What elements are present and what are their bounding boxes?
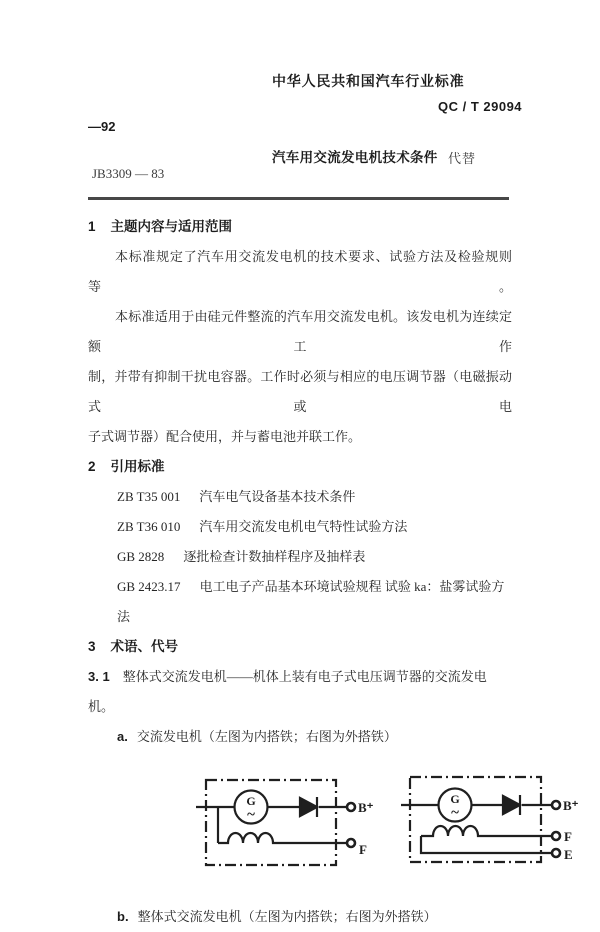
ac-wave-symbol: ~ (247, 807, 255, 823)
section-2-title: 引用标准 (110, 459, 165, 474)
section-1-number: 1 (88, 219, 96, 234)
replaced-standard-number: JB3309 — 83 (92, 166, 165, 181)
list-item-b (88, 902, 512, 932)
document-body (88, 212, 579, 932)
section-2-number: 2 (88, 459, 96, 474)
reference-item (88, 512, 512, 542)
section-1-heading (88, 212, 512, 242)
standard-number: QC / T 29094 (438, 99, 523, 114)
terminal-f-icon (347, 839, 355, 847)
header-divider (88, 197, 509, 200)
terminal-f-label: F (359, 842, 367, 857)
terminal-e-icon (552, 849, 560, 857)
paragraph: 本标准规定了汽车用交流发电机的技术要求、试验方法及检验规则等。 (88, 249, 512, 294)
section-2-heading (88, 452, 512, 482)
terminal-e-label: E (564, 847, 573, 862)
alternator-circuit-diagram-external-ground (398, 762, 593, 894)
reference-code: GB 2423.17 (117, 579, 181, 594)
list-item-a-marker: a. (117, 729, 128, 744)
paragraph-line: 子式调节器）配合使用，并与蓄电池并联工作。 (88, 429, 362, 444)
list-item-b-text: 整体式交流发电机（左图为内搭铁；右图为外搭铁） (137, 909, 437, 924)
document-title: 汽车用交流发电机技术条件 (272, 150, 438, 165)
reference-item (88, 572, 512, 632)
list-item-a-text: 交流发电机（左图为内搭铁；右图为外搭铁） (136, 729, 397, 744)
ac-wave-symbol: ~ (451, 805, 459, 821)
standard-org-title: 中华人民共和国汽车行业标准 (272, 73, 465, 89)
term-3-1-text: 整体式交流发电机——机体上装有电子式电压调节器的交流发电机。 (88, 669, 487, 714)
generator-letter: G (450, 792, 460, 806)
reference-code: ZB T36 010 (117, 519, 181, 534)
field-coil-icon (218, 833, 347, 843)
section-3-heading (88, 632, 512, 662)
reference-name: 逐批检查计数抽样程序及抽样表 (183, 549, 366, 564)
reference-code: ZB T35 001 (117, 489, 181, 504)
alternator-circuit-diagrams (88, 752, 579, 902)
terminal-f-icon (552, 832, 560, 840)
alternator-circuit-diagram-internal-ground (193, 765, 383, 893)
diode-icon (300, 798, 317, 816)
terminal-b-plus-label: B⁺ (563, 798, 579, 813)
reference-code: GB 2828 (117, 549, 165, 564)
term-3-1 (88, 662, 512, 722)
replaces-label: 代替 (448, 151, 477, 166)
paragraph-line: 本标准适用于由硅元件整流的汽车用交流发电机。该发电机为连续定额工作 (88, 309, 512, 354)
field-coil-icon (421, 826, 552, 836)
section-1-title: 主题内容与适用范围 (110, 219, 233, 234)
ground-return-wire (421, 836, 552, 853)
chassis-frame-outline (410, 777, 541, 862)
generator-letter: G (246, 794, 256, 808)
reference-name: 汽车电气设备基本技术条件 (199, 489, 356, 504)
diode-icon (503, 796, 520, 814)
terminal-b-plus-label: B⁺ (358, 800, 374, 815)
terminal-b-plus-icon (347, 803, 355, 811)
term-3-1-number: 3. 1 (88, 669, 110, 684)
reference-item (88, 482, 512, 512)
terminal-b-plus-icon (552, 801, 560, 809)
section-3-number: 3 (88, 639, 96, 654)
list-item-a (88, 722, 512, 752)
terminal-f-label: F (564, 829, 572, 844)
reference-name: 电工电子产品基本环境试验规程 试验 ka：盐雾试验方法 (117, 579, 505, 624)
section-3-title: 术语、代号 (110, 639, 179, 654)
reference-item (88, 542, 512, 572)
reference-name: 汽车用交流发电机电气特性试验方法 (199, 519, 408, 534)
paragraph-line: 制，并带有抑制干扰电容器。工作时必须与相应的电压调节器（电磁振动式或电 (88, 369, 512, 414)
standard-number-year: —92 (88, 119, 116, 134)
list-item-b-marker: b. (117, 909, 129, 924)
chassis-frame-outline (206, 780, 336, 865)
